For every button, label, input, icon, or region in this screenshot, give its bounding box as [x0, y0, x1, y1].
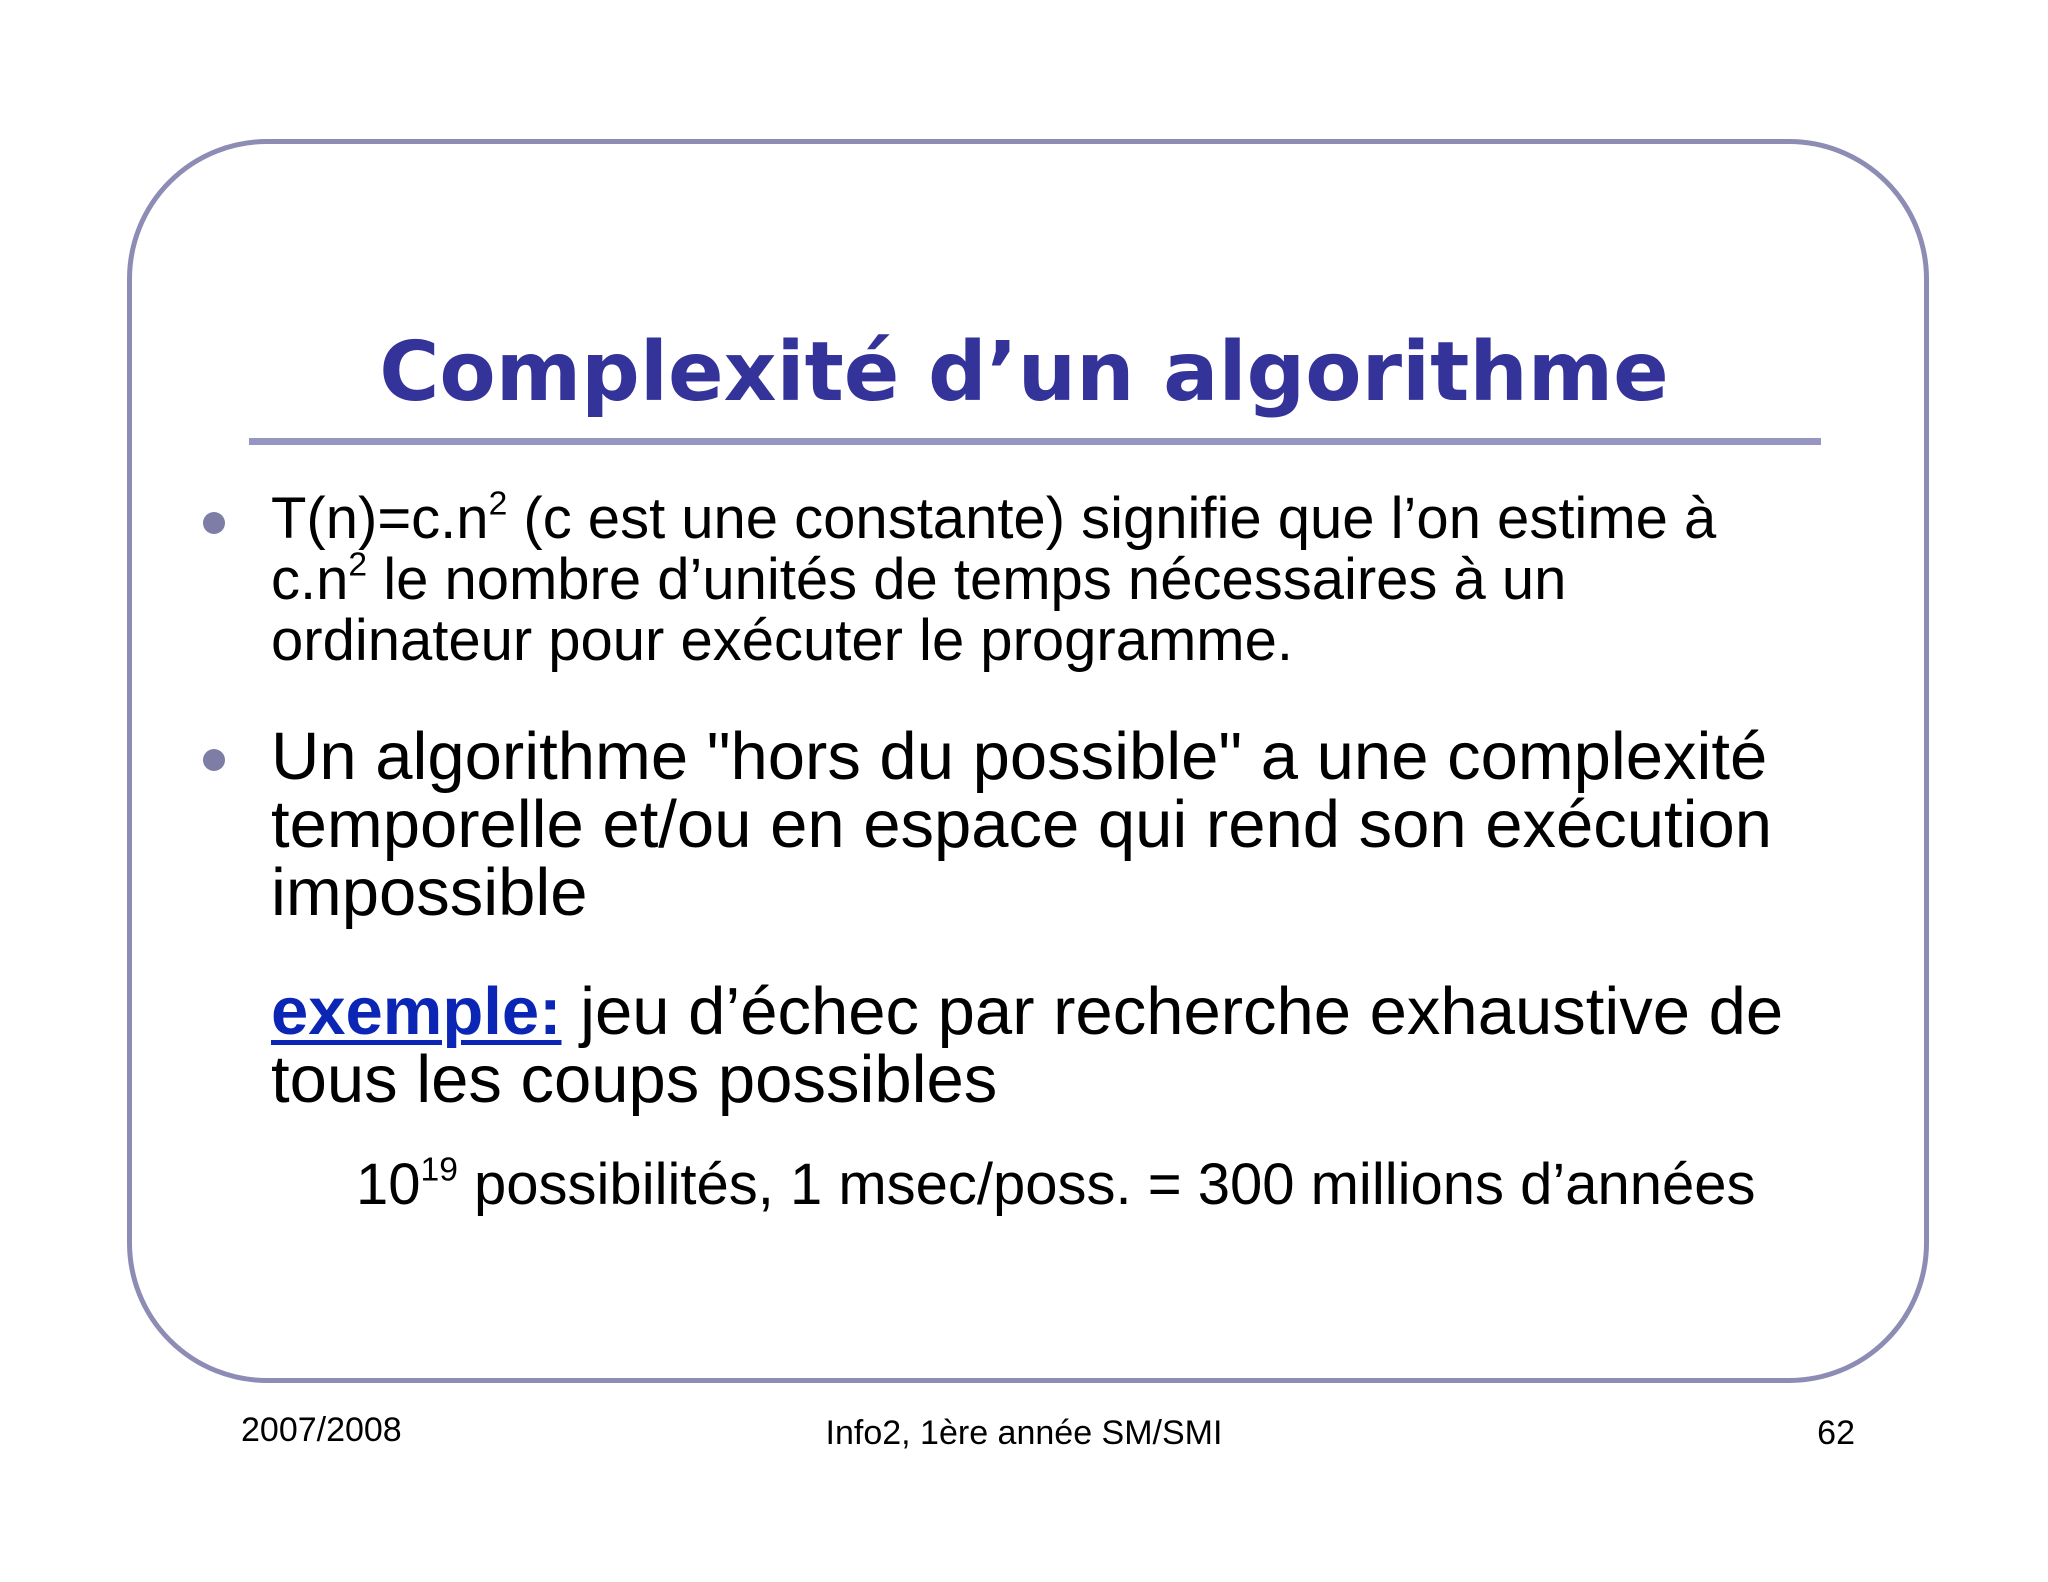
superscript-exponent: 2: [488, 485, 508, 523]
footer-year: 2007/2008: [241, 1411, 402, 1449]
bullet-2-line-3: impossible: [271, 855, 588, 930]
bullet-1-line-2: $c.n^2$ le nombre d’unités de temps nécessaires à un: [271, 546, 1567, 612]
bullet-dot-2: [203, 749, 225, 771]
bullet-2-line-1: Un algorithme "hors du possible" a une complexité: [271, 719, 1768, 794]
bullet-dot-1: [203, 512, 225, 534]
bullet-1-text: [271, 485, 1717, 673]
superscript-exponent: 19: [420, 1151, 458, 1189]
slide-title: Complexité d’un algorithme: [379, 325, 1669, 420]
example-block: [271, 974, 1784, 1117]
bullet-2-text: [271, 719, 1773, 930]
example-line-2: tous les coups possibles: [271, 1042, 998, 1117]
example-line-1: exemple: jeu d’échec par recherche exhaustive de: [271, 974, 1784, 1049]
estimate-line: $10^{19}$ possibilités, 1 msec/poss. = 300 millions d’années: [356, 1151, 1756, 1217]
title-underline-rule: [249, 438, 1821, 445]
footer-page-number: 62: [1817, 1414, 1855, 1452]
bullet-1-line-3: ordinateur pour exécuter le programme.: [271, 608, 1293, 673]
bullet-2-line-2: temporelle et/ou en espace qui rend son exécution: [271, 787, 1773, 862]
superscript-exponent: 2: [348, 546, 368, 584]
bullet-1-line-1: $T(n)=c.n^2$ (c est une constante) signifie que l’on estime à: [271, 485, 1717, 551]
footer-course: Info2, 1ère année SM/SMI: [825, 1414, 1223, 1452]
example-label: exemple:: [271, 974, 562, 1049]
